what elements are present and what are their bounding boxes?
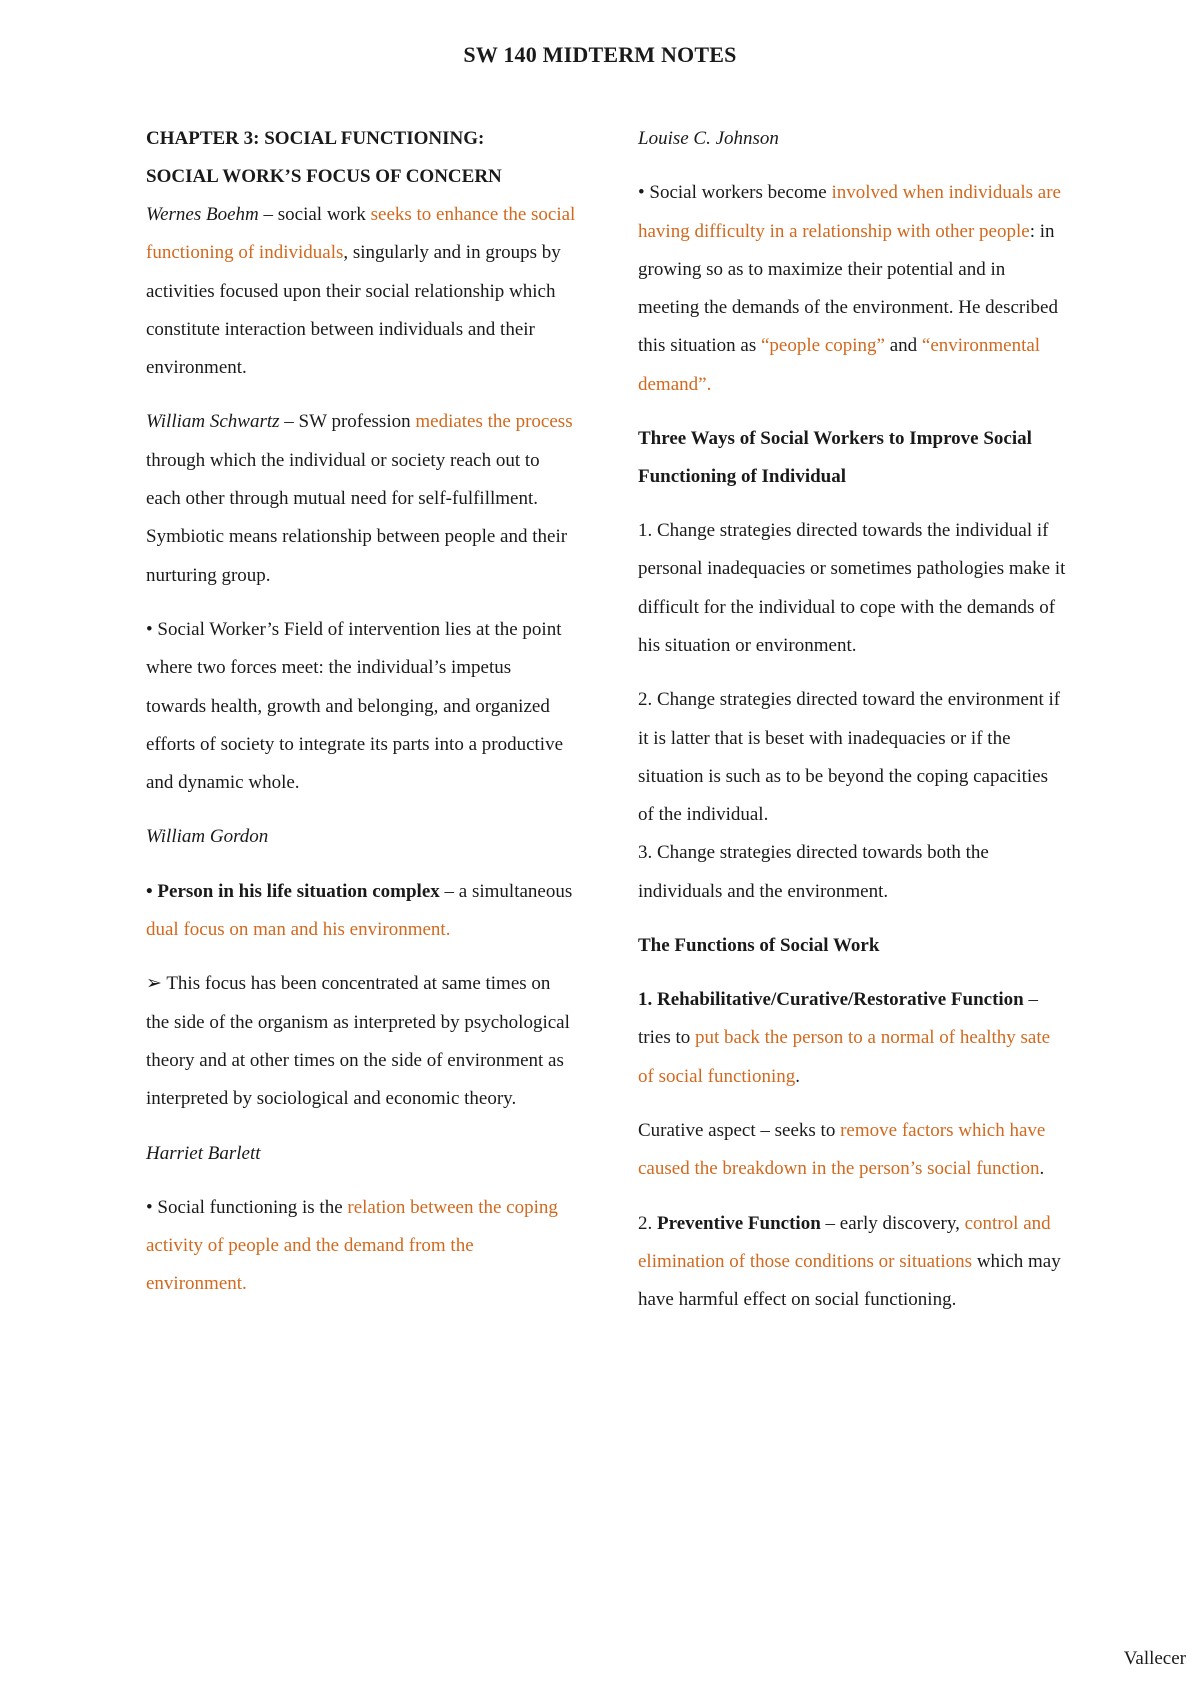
text: – social work xyxy=(258,204,371,225)
boehm-paragraph xyxy=(146,196,576,387)
text: • Social workers become xyxy=(638,182,832,204)
author-name: Wernes Boehm xyxy=(146,204,259,225)
highlighted-text: involved when individuals are having difficulty in a relationship with other people xyxy=(638,182,1061,242)
gordon-paragraph xyxy=(146,873,576,950)
highlighted-text: “people coping” xyxy=(760,335,885,357)
functions-heading: The Functions of Social Work xyxy=(638,935,880,957)
author-name: Louise C. Johnson xyxy=(638,128,779,149)
chapter-heading xyxy=(146,120,576,196)
highlighted-text: put back the person to a normal of healthy sate of social functioning xyxy=(638,1027,1051,1087)
text: – tries to xyxy=(638,989,1039,1049)
field-of-intervention-paragraph: • Social Worker’s Field of intervention lies at the point where two forces meet: the individual’s impetus towards health, growth and belonging, and organized efforts of society to integrate its parts into a productive and dynamic whole. xyxy=(146,618,564,794)
three-ways-heading: Three Ways of Social Workers to Improve Social Functioning of Individual xyxy=(638,428,1032,488)
highlighted-text: dual focus on man and his environment. xyxy=(146,919,451,941)
text: through which the individual or society reach out to each other through mutual need for self-fulfillment. Symbiotic means relationship between people and their nurturing group. xyxy=(146,449,568,586)
curative-aspect-paragraph xyxy=(638,1112,1068,1189)
highlighted-text: remove factors which have caused the breakdown in the person’s social function xyxy=(638,1119,1046,1180)
author-name: William Schwartz xyxy=(146,411,280,433)
footer-author: Vallecer xyxy=(1123,1648,1186,1669)
preventive-function-paragraph xyxy=(638,1205,1068,1320)
focus-paragraph: ➢ This focus has been concentrated at same times on the side of the organism as interpreted by psychological theory and at other times on the side of environment as interpreted by sociological and economic theory. xyxy=(146,973,570,1110)
way-1-paragraph: 1. Change strategies directed towards the individual if personal inadequacies or sometimes pathologies make it difficult for the individual to cope with the demands of his situation or environment. xyxy=(638,520,1066,656)
schwartz-paragraph xyxy=(146,403,576,594)
text: – SW profession xyxy=(279,411,416,433)
highlighted-text: control and elimination of those conditions or situations xyxy=(638,1212,1051,1272)
highlighted-text: seeks to enhance the social functioning of individuals xyxy=(146,204,576,264)
text: • Social functioning is the xyxy=(146,1196,348,1218)
barlett-paragraph xyxy=(146,1189,576,1304)
text: . xyxy=(1039,1158,1045,1180)
text: Curative aspect – seeks to xyxy=(638,1119,841,1141)
bold-term: 1. Rehabilitative/Curative/Restorative Function xyxy=(638,989,1024,1011)
way-3-paragraph: 3. Change strategies directed towards both the individuals and the environment. xyxy=(638,842,989,902)
text: : in growing so as to maximize their potential and in meeting the demands of the environment. He described this situation as xyxy=(638,220,1058,357)
author-name: Harriet Barlett xyxy=(146,1142,261,1164)
text: , singularly and in groups by activities focused upon their social relationship which constitute interaction between individuals and their environment. xyxy=(146,242,561,379)
chapter-heading-line2: SOCIAL WORK’S FOCUS OF CONCERN xyxy=(146,166,502,187)
text: and xyxy=(884,335,922,357)
text: – a simultaneous xyxy=(439,880,573,902)
author-name: William Gordon xyxy=(146,826,269,848)
rehabilitative-function-paragraph xyxy=(638,981,1068,1096)
text: . xyxy=(795,1065,800,1087)
way-2-paragraph: 2. Change strategies directed toward the environment if it is latter that is beset with inadequacies or if the situation is such as to be beyond the coping capacities of the individual. xyxy=(638,689,1061,826)
highlighted-text: relation between the coping activity of people and the demand from the environment. xyxy=(146,1196,558,1295)
highlighted-text: mediates the process xyxy=(415,411,573,433)
text: 2. xyxy=(638,1212,657,1234)
text: – early discovery, xyxy=(820,1212,965,1234)
chapter-heading-line1: CHAPTER 3: SOCIAL FUNCTIONING: xyxy=(146,128,485,149)
left-column xyxy=(146,120,576,1320)
right-column xyxy=(638,120,1068,1335)
bold-term: Preventive Function xyxy=(657,1212,821,1234)
highlighted-text: “environmental demand”. xyxy=(638,335,1041,395)
page-title: SW 140 MIDTERM NOTES xyxy=(463,42,737,67)
bold-term: • Person in his life situation complex xyxy=(146,880,440,902)
text: which may have harmful effect on social functioning. xyxy=(638,1250,1061,1311)
johnson-paragraph xyxy=(638,174,1068,404)
